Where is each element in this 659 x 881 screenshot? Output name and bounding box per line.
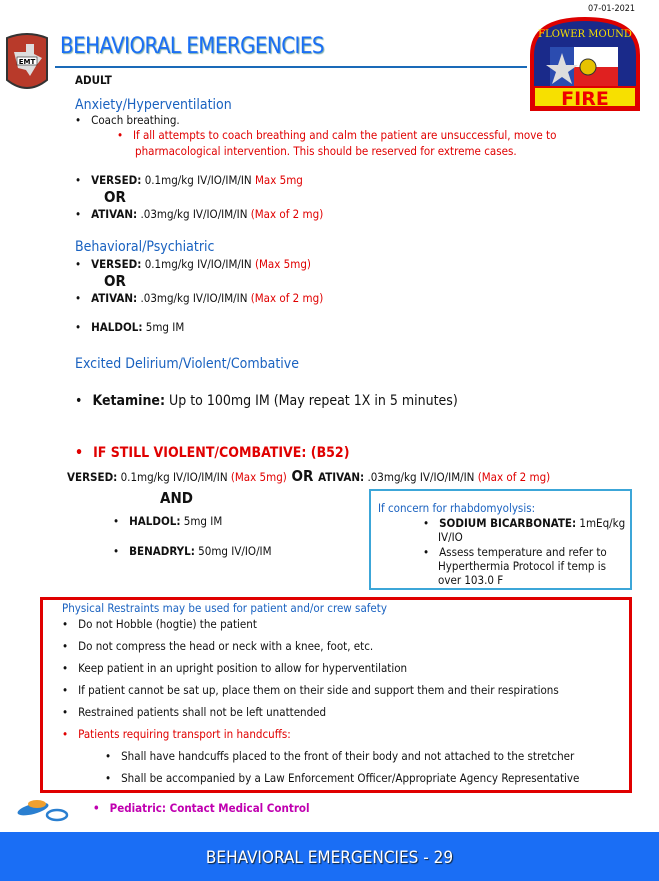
label: ATIVAN: (318, 470, 365, 484)
and-label: AND (160, 489, 193, 507)
restraints-heading: Physical Restraints may be used for patient and/or crew safety (62, 601, 387, 615)
dose: .03mg/kg IV/IO/IM/IN (137, 291, 251, 305)
label: ATIVAN: (91, 291, 138, 305)
anxiety-ativan (75, 209, 323, 221)
rhabdo-heading: If concern for rhabdomyolysis: (378, 501, 536, 515)
psych-versed (75, 259, 311, 271)
coach-item: • Coach breathing. (75, 115, 180, 127)
psych-ativan (75, 293, 323, 305)
or: OR (286, 467, 319, 485)
or-label: OR (104, 188, 126, 206)
title-rule (55, 66, 527, 68)
label: SODIUM BICARBONATE: (439, 516, 577, 530)
dose: 1mEq/kg (576, 516, 626, 530)
label: VERSED: (91, 257, 142, 271)
restraint-item: • Keep patient in an upright position to allow for hyperventilation (62, 663, 407, 675)
label: BENADRYL: (129, 544, 195, 558)
rhabdo-bicarb-route: IV/IO (438, 530, 463, 544)
label: VERSED: (67, 470, 118, 484)
anxiety-sub-line2: pharmacological intervention. This should be reserved for extreme cases. (135, 144, 517, 158)
b52-haldol (113, 516, 222, 528)
restraint-item: • Do not compress the head or neck with a knee, foot, etc. (62, 641, 373, 653)
psych-haldol (75, 322, 184, 334)
rhabdo-assess: • Assess temperature and refer to (423, 547, 607, 559)
sub1-text: If all attempts to coach breathing and calm the patient are unsuccessful, move to (132, 128, 557, 142)
dose: 5mg IM (142, 320, 185, 334)
max: (Max of 2 mg) (477, 470, 551, 484)
dose: .03mg/kg IV/IO/IM/IN (364, 470, 478, 484)
b52-line (67, 469, 550, 484)
svg-text:FIRE: FIRE (561, 88, 609, 110)
dose: 0.1mg/kg IV/IO/IM/IN (117, 470, 231, 484)
footer-bar (0, 832, 659, 881)
max: (Max of 2 mg) (250, 291, 324, 305)
handcuffs-sub-item: • Shall have handcuffs placed to the front of their body and not attached to the stretcher (105, 751, 574, 763)
rhabdo-bicarb (423, 518, 625, 530)
ketamine-item (75, 394, 458, 408)
anxiety-versed (75, 175, 303, 187)
label: Ketamine: (92, 393, 166, 409)
dose: .03mg/kg IV/IO/IM/IN (137, 207, 251, 221)
svg-text:FLOWER MOUND: FLOWER MOUND (538, 29, 632, 40)
label: HALDOL: (129, 514, 181, 528)
restraint-item: • Do not Hobble (hogtie) the patient (62, 619, 257, 631)
dose: 50mg IV/IO/IM (194, 544, 272, 558)
rhabdo-assess-3: over 103.0 F (438, 573, 504, 587)
pacifier-icon (15, 798, 70, 822)
pediatric-note: • Pediatric: Contact Medical Control (93, 803, 310, 815)
psych-heading: Behavioral/Psychiatric (75, 239, 215, 255)
anxiety-sub-line1: • If all attempts to coach breathing and calm the patient are unsuccessful, move to (117, 128, 557, 142)
restraint-item: • Restrained patients shall not be left unattended (62, 707, 326, 719)
max: (Max of 2 mg) (250, 207, 324, 221)
b52-benadryl (113, 546, 272, 558)
page-title: BEHAVIORAL EMERGENCIES (60, 34, 324, 59)
max: (Max 5mg) (230, 470, 287, 484)
dose: Up to 100mg IM (May repeat 1X in 5 minutes) (165, 393, 458, 409)
rhabdo-assess-2: Hyperthermia Protocol if temp is (438, 559, 607, 573)
or-label: OR (104, 272, 126, 290)
label: VERSED: (91, 173, 142, 187)
adult-label: ADULT (75, 73, 112, 87)
label: ATIVAN: (91, 207, 138, 221)
handcuffs-item: • Patients requiring transport in handcuffs: (62, 729, 291, 741)
footer-title: BEHAVIORAL EMERGENCIES - 29 (205, 848, 454, 868)
restraint-item: • If patient cannot be sat up, place them on their side and support them and their respirations (62, 685, 559, 697)
anxiety-heading: Anxiety/Hyperventilation (75, 97, 232, 113)
still-violent: • IF STILL VIOLENT/COMBATIVE: (B52) (75, 446, 349, 460)
excited-heading: Excited Delirium/Violent/Combative (75, 356, 299, 372)
dose: 5mg IM (180, 514, 223, 528)
date: 07-01-2021 (588, 4, 636, 14)
max: Max 5mg (254, 173, 303, 187)
svg-text:EMT: EMT (18, 58, 36, 66)
handcuffs-sub-item: • Shall be accompanied by a Law Enforcement Officer/Appropriate Agency Representative (105, 773, 579, 785)
max: (Max 5mg) (254, 257, 311, 271)
dose: 0.1mg/kg IV/IO/IM/IN (141, 173, 255, 187)
emt-paramedic-logo (4, 30, 50, 94)
label: HALDOL: (91, 320, 143, 334)
dose: 0.1mg/kg IV/IO/IM/IN (141, 257, 255, 271)
flower-mound-fire-logo (528, 15, 642, 111)
